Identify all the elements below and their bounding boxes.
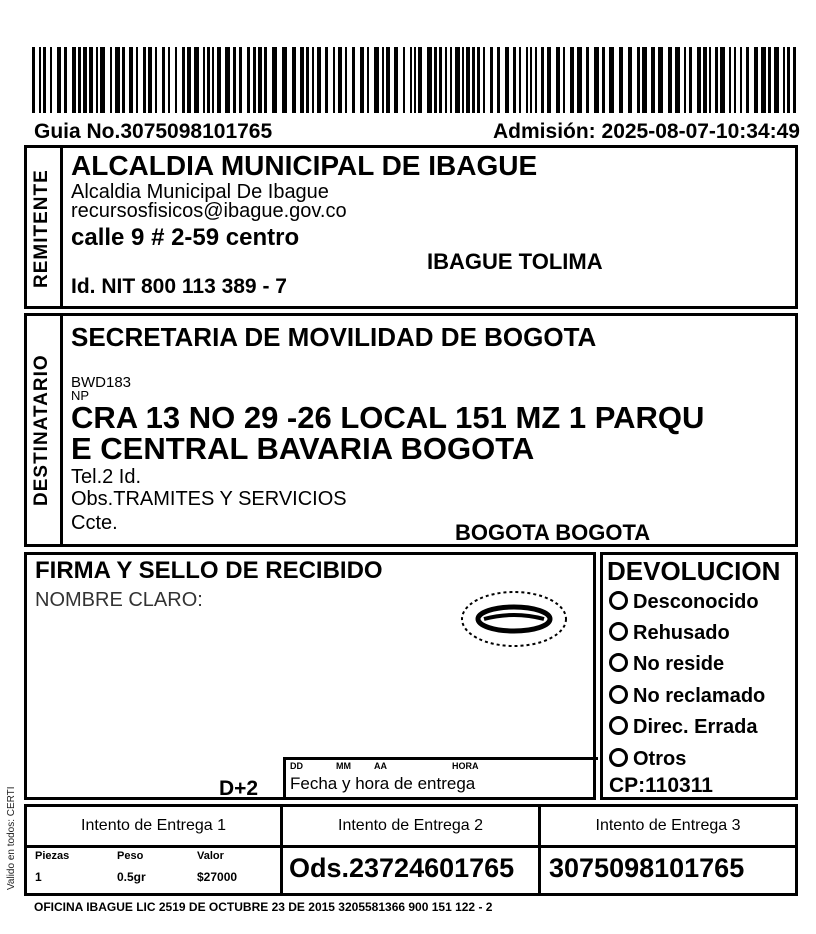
barcode-bar bbox=[225, 47, 230, 113]
remitente-label: REMITENTE bbox=[31, 169, 52, 289]
firma-title: FIRMA Y SELLO DE RECIBIDO bbox=[35, 557, 383, 584]
barcode-bar bbox=[64, 47, 67, 113]
piezas-label: Piezas bbox=[35, 850, 70, 862]
intento-3: Intento de Entrega 3 bbox=[595, 817, 741, 834]
barcode-bar bbox=[317, 47, 321, 113]
barcode-bar bbox=[83, 47, 87, 113]
barcode bbox=[32, 47, 800, 113]
destinatario-code: BWD183 bbox=[71, 374, 132, 391]
barcode-bar bbox=[418, 47, 422, 113]
barcode-bar bbox=[122, 47, 125, 113]
barcode-bar bbox=[483, 47, 485, 113]
barcode-bar bbox=[729, 47, 731, 113]
barcode-bar bbox=[768, 47, 771, 113]
barcode-bar bbox=[89, 47, 93, 113]
barcode-bar bbox=[658, 47, 663, 113]
barcode-bar bbox=[697, 47, 701, 113]
option-otros[interactable]: Otros bbox=[609, 748, 686, 771]
guia-number: Guia No.3075098101765 bbox=[34, 120, 273, 143]
option-desconocido[interactable]: Desconocido bbox=[609, 591, 759, 614]
ods-number: Ods.23724601765 bbox=[283, 848, 541, 893]
firma-section bbox=[24, 552, 596, 800]
devolucion-cp: CP:110311 bbox=[609, 774, 713, 797]
barcode-bar bbox=[306, 47, 309, 113]
barcode-bar bbox=[382, 47, 384, 113]
barcode-bar bbox=[386, 47, 390, 113]
barcode-bar bbox=[43, 47, 46, 113]
remitente-email: recursosfisicos@ibague.gov.co bbox=[71, 200, 347, 222]
barcode-bar bbox=[403, 47, 405, 113]
barcode-bar bbox=[168, 47, 170, 113]
valor-label: Valor bbox=[197, 850, 224, 862]
remitente-nit: Id. NIT 800 113 389 - 7 bbox=[71, 275, 287, 298]
fecha-mm-label: MM bbox=[336, 761, 351, 771]
barcode-bar bbox=[194, 47, 199, 113]
destinatario-name: SECRETARIA DE MOVILIDAD DE BOGOTA bbox=[71, 322, 597, 352]
option-rehusado[interactable]: Rehusado bbox=[609, 622, 730, 645]
fecha-hora-label: HORA bbox=[452, 761, 479, 771]
barcode-bar bbox=[427, 47, 432, 113]
barcode-bar bbox=[586, 47, 589, 113]
destinatario-label: DESTINATARIO bbox=[31, 354, 52, 506]
remitente-side bbox=[27, 148, 63, 306]
admision-date: Admisión: 2025-08-07-10:34:49 bbox=[493, 120, 800, 143]
barcode-bar bbox=[439, 47, 442, 113]
barcode-bar bbox=[32, 47, 35, 113]
barcode-bar bbox=[96, 47, 98, 113]
barcode-bar bbox=[684, 47, 686, 113]
destinatario-address-2: E CENTRAL BAVARIA BOGOTA bbox=[71, 431, 535, 466]
barcode-bar bbox=[526, 47, 528, 113]
barcode-bar bbox=[477, 47, 480, 113]
devolucion-section bbox=[600, 552, 798, 800]
barcode-bar bbox=[754, 47, 758, 113]
guia-header bbox=[34, 120, 800, 146]
side-certification-text: Valido en todos: CERTI bbox=[6, 786, 17, 890]
barcode-bar bbox=[217, 47, 221, 113]
barcode-bar bbox=[668, 47, 672, 113]
barcode-bar bbox=[129, 47, 133, 113]
destinatario-city: BOGOTA BOGOTA bbox=[455, 520, 651, 545]
barcode-bar bbox=[338, 47, 342, 113]
barcode-bar bbox=[50, 47, 52, 113]
barcode-bar bbox=[272, 47, 277, 113]
barcode-bar bbox=[300, 47, 304, 113]
barcode-bar bbox=[233, 47, 236, 113]
remitente-city: IBAGUE TOLIMA bbox=[427, 249, 603, 274]
barcode-bar bbox=[715, 47, 718, 113]
barcode-bar bbox=[547, 47, 551, 113]
barcode-bar bbox=[720, 47, 725, 113]
barcode-bar bbox=[445, 47, 447, 113]
barcode-bar bbox=[325, 47, 328, 113]
barcode-bar bbox=[394, 47, 398, 113]
barcode-bar bbox=[530, 47, 532, 113]
barcode-bar bbox=[143, 47, 146, 113]
radio-circle-icon bbox=[609, 716, 628, 735]
barcode-bar bbox=[374, 47, 379, 113]
option-no-reside[interactable]: No reside bbox=[609, 653, 724, 676]
barcode-bar bbox=[628, 47, 632, 113]
barcode-bar bbox=[162, 47, 165, 113]
barcode-bar bbox=[602, 47, 605, 113]
barcode-bar bbox=[212, 47, 214, 113]
barcode-bar bbox=[136, 47, 138, 113]
valor-value: $27000 bbox=[197, 870, 238, 884]
barcode-bar bbox=[541, 47, 544, 113]
barcode-bar bbox=[434, 47, 437, 113]
barcode-bar bbox=[410, 47, 412, 113]
barcode-bar bbox=[783, 47, 785, 113]
destinatario-section bbox=[24, 313, 798, 547]
fecha-entrega-label: Fecha y hora de entrega bbox=[290, 774, 476, 793]
barcode-bar bbox=[187, 47, 191, 113]
barcode-bar bbox=[264, 47, 267, 113]
radio-circle-icon bbox=[609, 622, 628, 641]
barcode-bar bbox=[466, 47, 470, 113]
barcode-bar bbox=[462, 47, 464, 113]
barcode-bar bbox=[333, 47, 335, 113]
barcode-bar bbox=[253, 47, 256, 113]
barcode-bar bbox=[556, 47, 560, 113]
fecha-entrega-box bbox=[283, 757, 598, 800]
barcode-bar bbox=[535, 47, 537, 113]
barcode-bar bbox=[155, 47, 157, 113]
barcode-bar bbox=[774, 47, 779, 113]
barcode-bar bbox=[490, 47, 493, 113]
barcode-bar bbox=[761, 47, 766, 113]
piezas-peso-valor bbox=[27, 848, 283, 893]
barcode-bar bbox=[793, 47, 796, 113]
nombre-claro-label: NOMBRE CLARO: bbox=[35, 589, 203, 611]
bottom-row bbox=[24, 848, 798, 896]
barcode-bar bbox=[414, 47, 416, 113]
fecha-aa-label: AA bbox=[374, 761, 387, 771]
barcode-bar bbox=[497, 47, 500, 113]
barcode-bar bbox=[787, 47, 790, 113]
destinatario-address-1: CRA 13 NO 29 -26 LOCAL 151 MZ 1 PARQU bbox=[71, 400, 705, 435]
barcode-bar bbox=[642, 47, 647, 113]
barcode-bar bbox=[182, 47, 185, 113]
guia-number-bottom: 3075098101765 bbox=[549, 853, 745, 883]
barcode-bar bbox=[247, 47, 250, 113]
barcode-bar bbox=[450, 47, 452, 113]
barcode-bar bbox=[519, 47, 521, 113]
piezas-value: 1 bbox=[35, 870, 42, 884]
barcode-bar bbox=[100, 47, 105, 113]
barcode-bar bbox=[619, 47, 623, 113]
barcode-bar bbox=[513, 47, 516, 113]
stamp-seal bbox=[459, 589, 569, 649]
destinatario-side bbox=[27, 316, 63, 544]
peso-value: 0.5gr bbox=[117, 870, 146, 884]
intento-2: Intento de Entrega 2 bbox=[283, 807, 541, 845]
barcode-bar bbox=[637, 47, 640, 113]
peso-label: Peso bbox=[117, 850, 144, 862]
fecha-dd-label: DD bbox=[290, 761, 303, 771]
barcode-bar bbox=[72, 47, 76, 113]
barcode-bar bbox=[570, 47, 574, 113]
barcode-bar bbox=[292, 47, 296, 113]
destinatario-ccte: Ccte. bbox=[71, 512, 118, 534]
option-direc-errada[interactable]: Direc. Errada bbox=[609, 716, 758, 739]
destinatario-np: NP bbox=[71, 388, 90, 403]
barcode-bar bbox=[115, 47, 120, 113]
barcode-bar bbox=[675, 47, 680, 113]
destinatario-tel: Tel.2 Id. bbox=[71, 466, 142, 488]
barcode-bar bbox=[577, 47, 582, 113]
footer-text: OFICINA IBAGUE LIC 2519 DE OCTUBRE 23 DE 2015 3205581366 900 151 122 - 2 bbox=[34, 900, 493, 914]
barcode-bar bbox=[360, 47, 364, 113]
barcode-bar bbox=[207, 47, 210, 113]
barcode-bar bbox=[78, 47, 81, 113]
barcode-bar bbox=[282, 47, 287, 113]
barcode-bar bbox=[689, 47, 692, 113]
barcode-bar bbox=[345, 47, 347, 113]
barcode-bar bbox=[505, 47, 509, 113]
remitente-address: calle 9 # 2-59 centro bbox=[71, 224, 300, 251]
barcode-bar bbox=[175, 47, 177, 113]
barcode-bar bbox=[455, 47, 460, 113]
barcode-bar bbox=[563, 47, 565, 113]
barcode-bar bbox=[110, 47, 112, 113]
radio-circle-icon bbox=[609, 748, 628, 767]
remitente-name: ALCALDIA MUNICIPAL DE IBAGUE bbox=[71, 150, 538, 181]
barcode-bar bbox=[594, 47, 599, 113]
barcode-bar bbox=[651, 47, 655, 113]
barcode-bar bbox=[239, 47, 242, 113]
remitente-section bbox=[24, 145, 798, 309]
barcode-bar bbox=[609, 47, 614, 113]
barcode-bar bbox=[312, 47, 314, 113]
radio-circle-icon bbox=[609, 591, 628, 610]
intentos-row bbox=[24, 804, 798, 848]
barcode-bar bbox=[148, 47, 152, 113]
option-no-reclamado[interactable]: No reclamado bbox=[609, 685, 765, 708]
radio-circle-icon bbox=[609, 685, 628, 704]
barcode-bar bbox=[703, 47, 707, 113]
intento-1: Intento de Entrega 1 bbox=[27, 807, 283, 845]
d-plus-label: D+2 bbox=[219, 777, 259, 800]
barcode-bar bbox=[203, 47, 205, 113]
barcode-bar bbox=[472, 47, 475, 113]
barcode-bar bbox=[352, 47, 355, 113]
barcode-bar bbox=[39, 47, 41, 113]
barcode-bar bbox=[367, 47, 369, 113]
remitente-line2: Alcaldia Municipal De Ibague bbox=[71, 181, 329, 203]
barcode-bar bbox=[258, 47, 262, 113]
barcode-bar bbox=[57, 47, 61, 113]
destinatario-obs: Obs.TRAMITES Y SERVICIOS bbox=[71, 488, 347, 510]
barcode-bar bbox=[734, 47, 736, 113]
devolucion-title: DEVOLUCION bbox=[607, 556, 781, 586]
barcode-bar bbox=[746, 47, 749, 113]
barcode-bar bbox=[740, 47, 742, 113]
barcode-bar bbox=[709, 47, 711, 113]
radio-circle-icon bbox=[609, 653, 628, 672]
